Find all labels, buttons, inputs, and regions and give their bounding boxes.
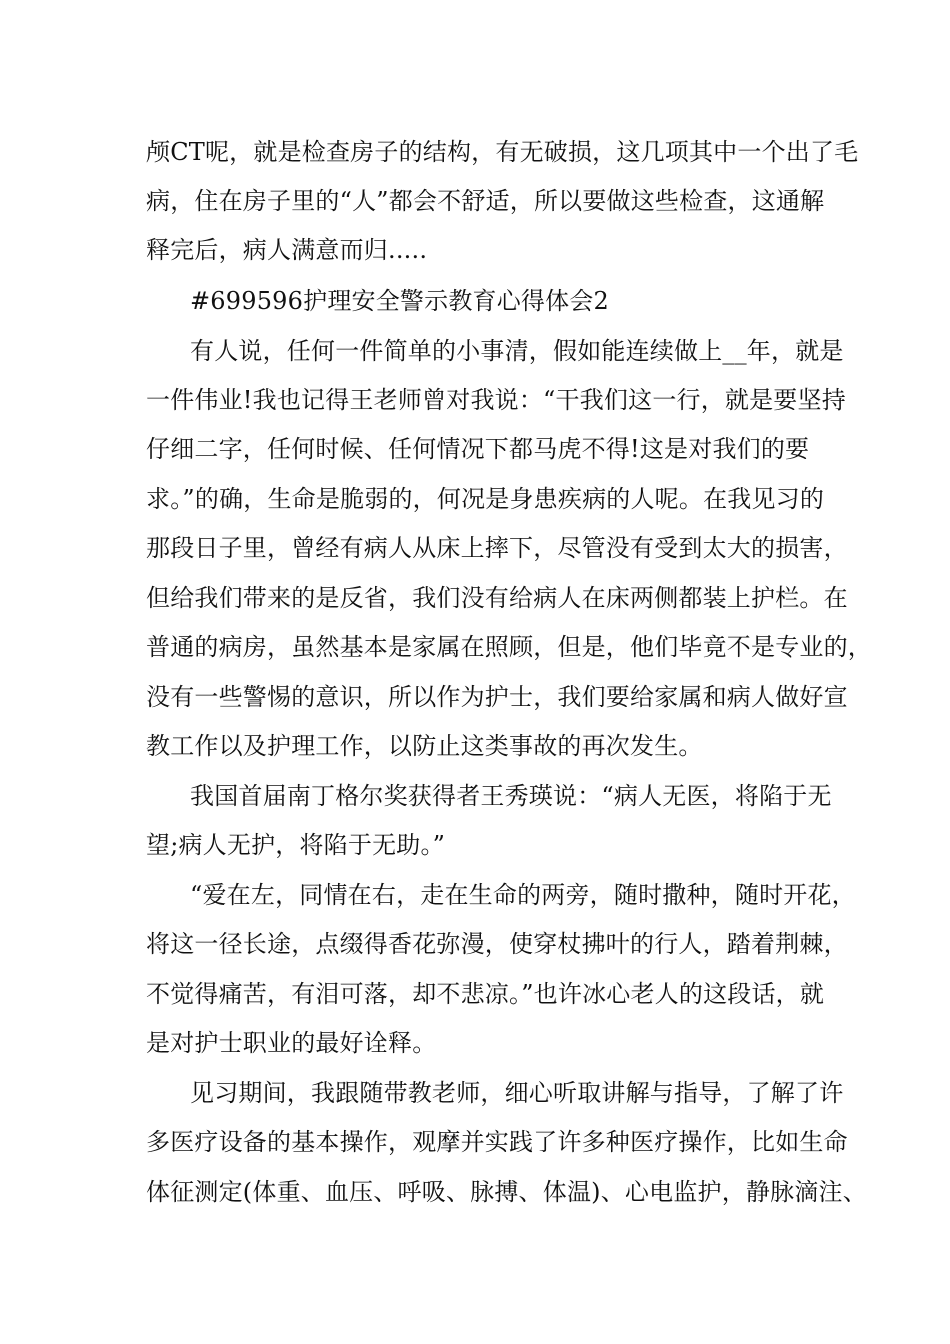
text-line: 仔细二字，任何时候、任何情况下都马虎不得!这是对我们的要 bbox=[146, 435, 810, 463]
text-line: 望;病人无护，将陷于无助。” bbox=[146, 831, 446, 859]
text-line: 体征测定(体重、血压、呼吸、脉搏、体温)、心电监护，静脉滴注、 bbox=[146, 1178, 867, 1206]
text-line: 求。”的确，生命是脆弱的，何况是身患疾病的人呢。在我见习的 bbox=[146, 485, 825, 513]
text-line: “爱在左，同情在右，走在生命的两旁，随时撒种，随时开花， bbox=[190, 881, 856, 909]
text-line: 那段日子里，曾经有病人从床上摔下，尽管没有受到太大的损害， bbox=[146, 534, 848, 562]
text-line: 不觉得痛苦，有泪可落，却不悲凉。”也许冰心老人的这段话，就 bbox=[146, 980, 825, 1008]
text-line: 一件伟业!我也记得王老师曾对我说：“干我们这一行，就是要坚持 bbox=[146, 386, 846, 414]
text-line: 病，住在房子里的“人”都会不舒适，所以要做这些检查，这通解 bbox=[146, 187, 825, 215]
text-line: 教工作以及护理工作，以防止这类事故的再次发生。 bbox=[146, 732, 703, 760]
text-line: 将这一径长途，点缀得香花弥漫，使穿杖拂叶的行人，踏着荆棘， bbox=[146, 930, 848, 958]
text-line: 释完后，病人满意而归..... bbox=[146, 236, 428, 264]
text-line: 但给我们带来的是反省，我们没有给病人在床两侧都装上护栏。在 bbox=[146, 584, 848, 612]
text-line: 没有一些警惕的意识，所以作为护士，我们要给家属和病人做好宣 bbox=[146, 683, 848, 711]
text-line: 我国首届南丁格尔奖获得者王秀瑛说：“病人无医，将陷于无 bbox=[190, 782, 832, 810]
text-line: 普通的病房，虽然基本是家属在照顾，但是，他们毕竟不是专业的， bbox=[146, 633, 872, 661]
text-line: 是对护士职业的最好诠释。 bbox=[146, 1029, 437, 1057]
text-line: 见习期间，我跟随带教老师，细心听取讲解与指导，了解了许 bbox=[190, 1079, 844, 1107]
text-line: 多医疗设备的基本操作，观摩并实践了许多种医疗操作，比如生命 bbox=[146, 1128, 848, 1156]
section-heading: #699596护理安全警示教育心得体会2 bbox=[190, 287, 609, 315]
text-line: 颅CT呢，就是检查房子的结构，有无破损，这几项其中一个出了毛 bbox=[146, 138, 859, 166]
text-line: 有人说，任何一件简单的小事清，假如能连续做上__年，就是 bbox=[190, 337, 844, 365]
